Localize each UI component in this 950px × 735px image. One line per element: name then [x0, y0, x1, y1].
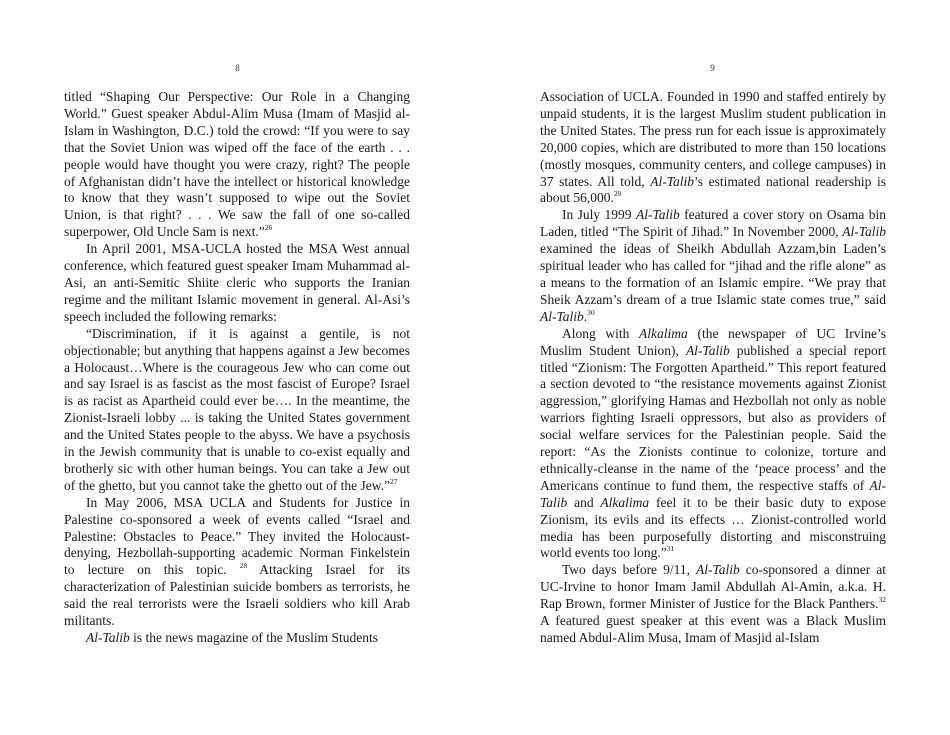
right-page: [475, 0, 950, 735]
footnote-ref[interactable]: 30: [587, 307, 595, 317]
paragraph: In July 1999 Al-Talib featured a cover story on Osama bin Laden, titled “The Spirit of Jihad.” In November 2000, Al-Talib examined the ideas of Sheikh Abdullah Azzam,bin Laden’s spiritual leader who has called for “jihad and the rifle alone” as a means to the formation of an Islamic empire. “We pray that Sheik Azzam’s dream of a true Islamic state comes true,” said Al-Talib.$^{30}$: [540, 207, 886, 324]
footnote-ref[interactable]: 26: [264, 223, 273, 233]
paragraph: In May 2006, MSA UCLA and Students for Justice in Palestine co-sponsored a week of events called “Israel and Palestine: Obstacles to Peace.” They invited the Holocaust-denying, Hezbollah-supporting academic Norman Finkelstein to lecture on this topic. $^{28}$ Attacking Israel for its characterization of Palestinian suicide bombers as terrorists, he said the real terrorists were the Israeli soldiers who kill Arab militants.: [64, 494, 410, 629]
footnote-ref[interactable]: 27: [390, 476, 398, 486]
paragraph: Al-Talib is the news magazine of the Muslim Students: [86, 630, 378, 645]
paragraph: “Discrimination, if it is against a gentile, is not objectionable; but anything that happens against a Jew becomes a Holocaust…Where is the courageous Jew who can come out and say Israel is as fascist as the most fascist of Europe? Israel is as racist as Apartheid could ever be…. In the meantime, the Zionist-Israeli lobby ... is taking the United States government and the United States people to the abyss. We have a psychosis in the Jewish community that is unable to co-exist equally and brotherly sic with other human beings. You can take a Jew out of the ghetto, but you cannot take the ghetto out of the Jew.”$^{27}$: [64, 325, 410, 493]
paragraph: Along with Alkalima (the newspaper of UC Irvine’s Muslim Student Union), Al-Talib published a special report titled “Zionism: The Forgotten Apartheid.” This report featured a section devoted to “the resistance movements against Zionist aggression,” glorifying Hamas and Hezbollah not only as noble warriors fighting Israeli oppressors, but also as providers of social welfare services for the Palestinian people. Said the report: “As the Zionists continue to colonize, torture and ethnically-cleanse in the name of the ‘peace process’ and the Americans continue to fund them, the respective staffs of Al-Talib and Alkalima feel it to be their basic duty to expose Zionism, its evils and its effects … Zionist-controlled world media has been purposefully distorting and misconstruing world events too long.”$^{31}$: [540, 325, 886, 561]
body-text: [64, 89, 410, 647]
footnote-ref[interactable]: 29: [613, 189, 622, 199]
footnote-ref[interactable]: 32: [878, 595, 886, 605]
paragraph: In April 2001, MSA-UCLA hosted the MSA West annual conference, which featured guest speaker Imam Muhammad al-Asi, an anti-Semitic Shiite cleric who supports the Iranian regime and the militant Islamic movement in general. Al-Asi’s speech included the following remarks:: [64, 241, 410, 324]
paragraph: Two days before 9/11, Al-Talib co-sponsored a dinner at UC-Irvine to honor Imam Jamil Abdullah Al-Amin, a.k.a. H. Rap Brown, former Minister of Justice for the Black Panthers.$^{32}$ A featured guest speaker at this event was a Black Muslim named Abdul-Alim Musa, Imam of Masjid al-Islam: [540, 562, 886, 645]
paragraph: Association of UCLA. Founded in 1990 and staffed entirely by unpaid students, it is the largest Muslim student publication in the United States. The press run for each issue is approximately 20,000 copies, which are distributed to more than 150 locations (mostly mosques, community centers, and college campuses) in 37 states. All told, Al-Talib’s estimated national readership is about 56,000.29: [540, 89, 886, 206]
paragraph: titled “Shaping Our Perspective: Our Role in a Changing World.” Guest speaker Abdul-Alim Musa (Imam of Masjid al-Islam in Washington, D.C.) told the crowd: “If you were to say that the Soviet Union was wiped off the face of the earth . . . people would have thought you were crazy, right? The people of Afghanistan didn’t have the intellect or historical knowledge to know that they wasn’t supposed to wipe out the Soviet Union, is that right? . . . We saw the fall of one so-called superpower, Old Uncle Sam is next.”$^{26}$: [64, 89, 410, 240]
footnote-ref[interactable]: 31: [666, 544, 675, 554]
footnote-ref[interactable]: 28: [239, 561, 248, 571]
page-number: 9: [710, 63, 715, 73]
body-text: [540, 89, 886, 647]
page-number: 8: [235, 63, 240, 73]
